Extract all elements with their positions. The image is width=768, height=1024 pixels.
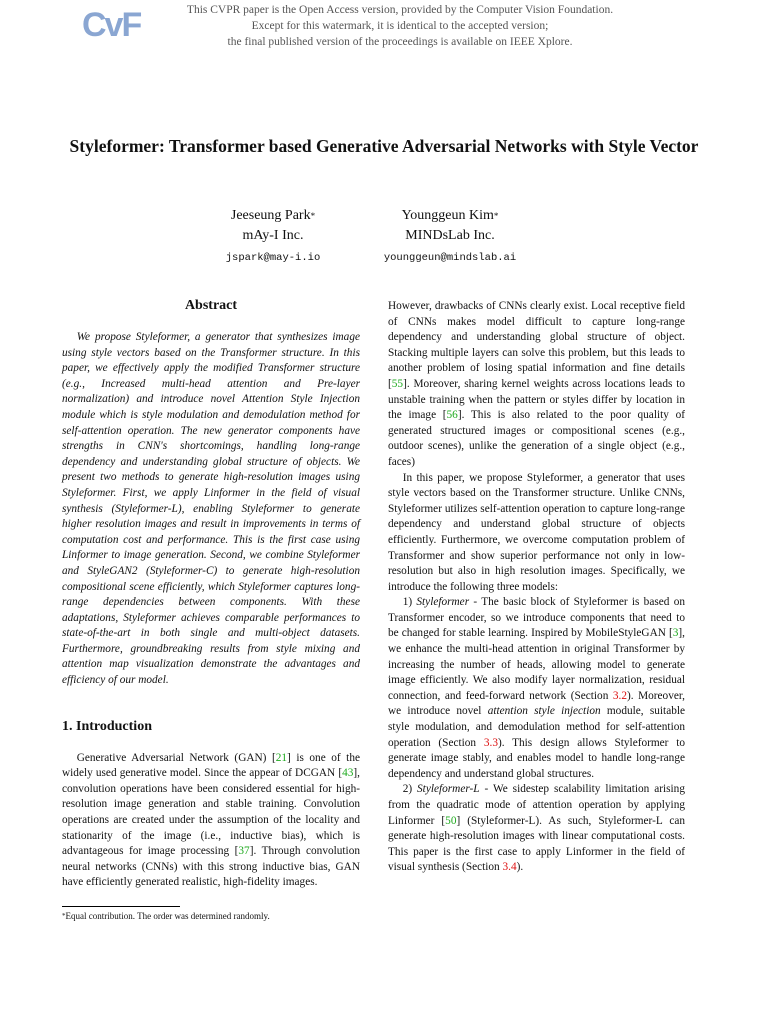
section-reference-link[interactable]: 3.3	[483, 736, 498, 749]
intro-paragraph-3: In this paper, we propose Styleformer, a generator that uses style vectors based on the Transformer structure. Unlike CNNs, Styleformer utilizes self-attention operation to capture long-range dependency and understand global structure of objects efficiently. Furthermore, we overcome computation problem of Transformer and show superior performance not only in low-resolution but also in high resolution images. Specifically, we introduce the following three models:	[388, 471, 685, 593]
author-block-2	[330, 206, 570, 267]
citation-link[interactable]: 3	[672, 627, 679, 640]
author-name: Jeeseung Park*	[230, 208, 316, 223]
intro-paragraph-2: However, drawbacks of CNNs clearly exist. Local receptive field of CNNs makes model difficult to capture long-range dependency and understanding global structure of object. Stacking multiple layers can solve this problem, but this leads to another problem of losing spatial information and fine details [55]. Moreover, sharing kernel weights across locations leads to unstable training when the pattern or styles differ by location in the image [56]. This is also related to the poor quality of generated structured images or compositional scenes (e.g., outdoor scenes), unlike the generation of a single object (e.g., faces)	[388, 300, 685, 468]
author-email[interactable]: jspark@may-i.io	[225, 252, 321, 264]
equal-contribution-mark: *	[493, 211, 499, 221]
section-reference-link[interactable]: 3.2	[612, 689, 627, 702]
right-column	[388, 299, 685, 876]
citation-link[interactable]: 55	[391, 377, 404, 390]
equal-contribution-mark: *	[310, 211, 316, 221]
author-name: Younggeun Kim*	[401, 208, 499, 223]
abstract-heading: Abstract	[184, 298, 238, 313]
watermark-line: This CVPR paper is the Open Access version, provided by the Computer Vision Foundation.	[186, 4, 614, 16]
watermark-line: Except for this watermark, it is identical to the accepted version;	[251, 20, 549, 32]
open-access-watermark	[160, 2, 640, 50]
cvf-logo: CvF	[82, 6, 141, 44]
citation-link[interactable]: 37	[238, 845, 250, 858]
paper-title: Styleformer: Transformer based Generative Adversarial Networks with Style Vector	[69, 136, 699, 156]
citation-link[interactable]: 43	[342, 767, 354, 780]
section-heading-introduction: 1. Introduction	[62, 718, 152, 734]
section-reference-link[interactable]: 3.4	[502, 861, 517, 874]
left-column	[62, 296, 360, 891]
intro-paragraph-4: 1) Styleformer - The basic block of Styleformer is based on Transformer encoder, so we introduce components that need to be changed for stable learning. Inspired by MobileStyleGAN [3], we enhance the multi-head attention in original Transformer by increasing the number of heads, allowing model to generate image efficiently. We also modify layer normalization, residual connection, and feed-forward network (Section 3.2). Moreover, we introduce novel attention style injection module, suitable style modulation, and demodulation method for self-attention operation (Section 3.3). This design allows Styleformer to generate image stably, and enables model to handle long-range dependency and understand global structures.	[388, 596, 686, 780]
citation-link[interactable]: 56	[446, 409, 458, 422]
footnote	[62, 906, 360, 922]
author-email[interactable]: younggeun@mindslab.ai	[383, 252, 517, 264]
footnote-rule	[62, 906, 180, 907]
intro-paragraph-1: Generative Adversarial Network (GAN) [21] is one of the widely used generative model. Since the appear of DCGAN [43], convolution operations have been considered essential for high-resolution image generation and stable training. Convolution operations are created under the assumption of the locality and stationarity of the image (i.e., inductive bias), which is advantageous for image processing [37]. Through convolution neural networks (CNNs) with this strong inductive bias, GAN have efficiently generated realistic, high-fidelity images.	[62, 751, 360, 889]
footnote-mark: *	[62, 912, 66, 920]
author-affiliation: MINDsLab Inc.	[405, 228, 495, 243]
intro-paragraph-5: 2) Styleformer-L - We sidestep scalability limitation arising from the quadratic mode of attention operation by applying Linformer [50] (Styleformer-L). As such, Styleformer-L can generate high-resolution images with linear computational costs. This paper is the first case to apply Linformer in the field of visual synthesis (Section 3.4).	[388, 783, 685, 874]
citation-link[interactable]: 21	[275, 751, 288, 764]
footnote-text: Equal contribution. The order was determined randomly.	[65, 911, 270, 921]
abstract-text: We propose Styleformer, a generator that synthesizes image using style vectors based on the Transformer structure. In this paper, we effectively apply the modified Transformer structure (e.g., Increased multi-head attention and Pre-layer normalization) and introduce novel Attention Style Injection module which is style modulation and demodulation method for self-attention operation. The new generator components have strengths in CNN's shortcomings, handling long-range dependency and understanding global structure of objects. We present two methods to generate high-resolution images using Styleformer. First, we apply Linformer in the field of visual synthesis (Styleformer-L), enabling Styleformer to generate higher resolution images and result in improvements in terms of computation cost and performance. This is the first case using Linformer to image generation. Second, we combine Styleformer and StyleGAN2 (Styleformer-C) to generate high-resolution compositional scene efficiently, which Styleformer captures long-range dependencies between components. With these adaptations, Styleformer achieves comparable performances to state-of-the-art in both single and multi-object datasets. Furthermore, groundbreaking results from style mixing and attention map visualization demonstrate the advantages and efficiency of our model.	[62, 331, 360, 687]
citation-link[interactable]: 50	[445, 814, 457, 827]
watermark-line: the final published version of the proceedings is available on IEEE Xplore.	[227, 36, 573, 48]
author-affiliation: mAy-I Inc.	[242, 228, 304, 243]
